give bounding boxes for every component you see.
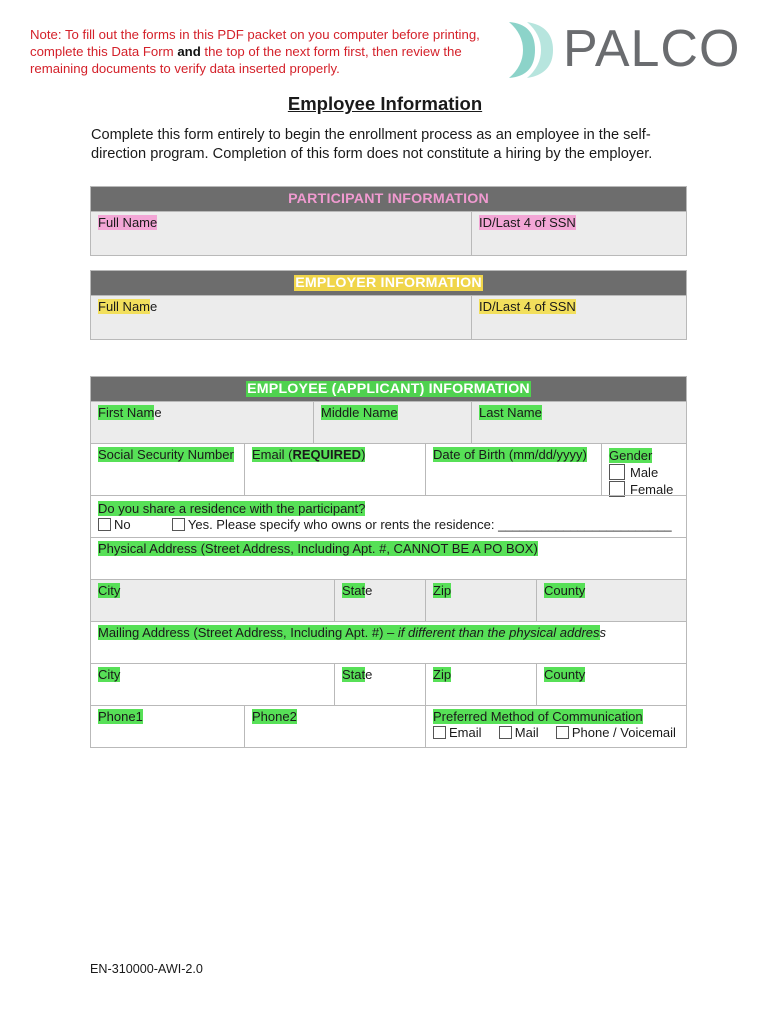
mailing-city-row (91, 663, 686, 705)
employee-name-row (91, 401, 686, 443)
participant-full-name-label: Full Name (98, 215, 158, 230)
employee-header: EMPLOYEE (APPLICANT) INFORMATION (91, 377, 686, 401)
employer-row (91, 295, 686, 339)
mailing-county-field[interactable]: County (536, 664, 686, 705)
phone-row (91, 705, 686, 747)
last-name-field[interactable]: Last Name (471, 402, 686, 443)
phone1-field[interactable]: Phone1 (98, 709, 143, 724)
residence-field: Do you share a residence with the participant? No Yes. Please specify who owns or rents the residence: ________________________ (98, 501, 672, 532)
pref-mail-checkbox[interactable] (499, 726, 512, 739)
pref-phone-checkbox[interactable] (556, 726, 569, 739)
zip-field[interactable]: Zip (425, 580, 536, 621)
participant-header: PARTICIPANT INFORMATION (91, 187, 686, 211)
physical-address-row (91, 537, 686, 579)
residence-row (91, 495, 686, 537)
logo-text: PALCO (563, 20, 741, 78)
dob-field[interactable]: Date of Birth (mm/dd/yyyy) (425, 444, 601, 495)
residence-no-checkbox[interactable] (98, 518, 111, 531)
mailing-address-field[interactable]: Mailing Address (Street Address, Including Apt. #) – if different than the physical address (98, 625, 607, 640)
employee-id-row (91, 443, 686, 495)
palco-logo-mark-icon (505, 20, 557, 80)
mailing-zip-field[interactable]: Zip (425, 664, 536, 705)
intro-text: Complete this form entirely to begin the enrollment process as an employee in the self-direction program. Completion of this form does not constitute a hiring by the employer. (91, 127, 653, 162)
pref-email-checkbox[interactable] (433, 726, 446, 739)
employer-header: EMPLOYER INFORMATION (91, 271, 686, 295)
middle-name-field[interactable]: Middle Name (313, 402, 471, 443)
phone2-field[interactable]: Phone2 (244, 706, 425, 747)
mailing-city-field[interactable]: City (98, 667, 121, 682)
employee-section (90, 376, 687, 748)
participant-section (90, 186, 687, 256)
preferred-communication-field: Preferred Method of Communication Email Mail Phone / Voicemail (425, 706, 686, 747)
ssn-field[interactable]: Social Security Number (98, 447, 234, 462)
note-bold-and: and (177, 44, 201, 59)
instruction-note (30, 26, 490, 77)
employer-ssn-label: ID/Last 4 of SSN (479, 299, 576, 314)
city-field[interactable]: City (91, 580, 334, 621)
note-text-2: the top of the next form first, then review the remaining documents to verify data inserted properly. (30, 44, 462, 76)
city-row (91, 579, 686, 621)
gender-field: Gender Male Female (601, 444, 686, 495)
residence-yes-text[interactable]: Yes. Please specify who owns or rents the residence: ________________________ (187, 517, 672, 532)
first-name-field[interactable]: First Name (91, 402, 313, 443)
physical-address-field[interactable]: Physical Address (Street Address, Including Apt. #, CANNOT BE A PO BOX) (98, 541, 538, 556)
participant-ssn-field[interactable] (471, 212, 686, 255)
note-text-1: Note: To fill out the forms in this PDF packet on you computer before printing, complete this Data Form (30, 27, 480, 59)
mailing-state-field[interactable]: State (334, 664, 425, 705)
residence-yes-checkbox[interactable] (172, 518, 185, 531)
state-field[interactable]: State (334, 580, 425, 621)
page-title: Employee Information (287, 93, 483, 114)
employer-full-name-label: Full Nam (98, 299, 151, 314)
employer-section (90, 270, 687, 340)
employer-ssn-field[interactable] (471, 296, 686, 339)
male-checkbox[interactable] (609, 464, 625, 480)
form-code-footer: EN-310000-AWI-2.0 (90, 962, 203, 976)
participant-row (91, 211, 686, 255)
email-field[interactable]: Email (REQUIRED) (244, 444, 425, 495)
participant-full-name-field[interactable] (91, 212, 471, 255)
palco-logo (505, 18, 740, 80)
county-field[interactable]: County (536, 580, 686, 621)
participant-ssn-label: ID/Last 4 of SSN (479, 215, 576, 230)
employer-full-name-field[interactable]: Full Name (91, 296, 471, 339)
mailing-address-row (91, 621, 686, 663)
